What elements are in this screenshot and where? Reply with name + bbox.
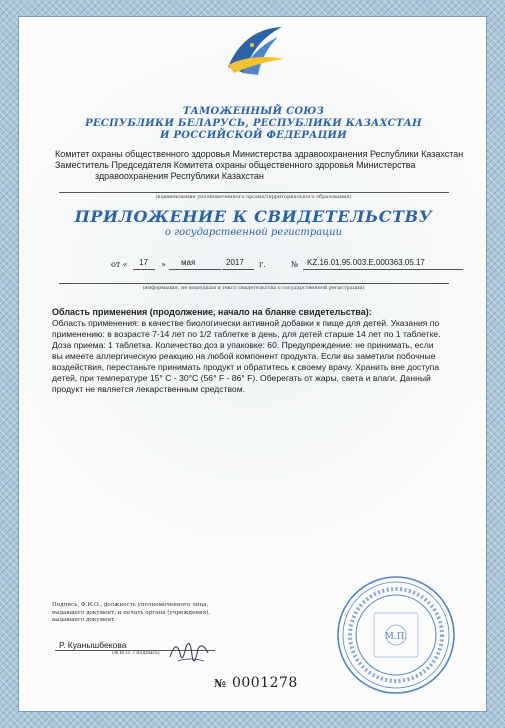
scope-heading: Область применения (продолжение, начало на бланке свидетельства):: [52, 307, 372, 317]
certificate-sheet: [18, 16, 487, 712]
scope-line-3: Доза приема: 1 таблетка. Количество доз в упаковке: 60. Предупреждение: не принимать, если: [52, 340, 434, 350]
committee-line-3: здравоохранения Республики Казахстан: [95, 171, 264, 181]
customs-union-emblem-icon: [222, 23, 288, 83]
scope-line-7: продукт не является лекарственным средством.: [52, 384, 245, 394]
authority-caption: (наименование уполномоченного органа/территориального образования): [155, 194, 352, 200]
scope-line-1: Область применения: в качестве биологически активной добавки к пище для детей. Указания по: [52, 318, 440, 328]
scope-line-2: применению: в возрасте 7-14 лет по 1/2 таблетке в день, для детей старше 14 лет по 1 таблетке.: [52, 329, 441, 339]
signatory-name: Р. Куанышбекова: [59, 640, 127, 650]
scope-line-5: воздействия, перестаньте принимать продукт и обратитесь к своему врачу. Хранить вне доступа: [52, 362, 440, 372]
document-title: ПРИЛОЖЕНИЕ К СВИДЕТЕЛЬСТВУ: [74, 207, 433, 226]
union-title-line-2: РЕСПУБЛИКИ БЕЛАРУСЬ, РЕСПУБЛИКИ КАЗАХСТАН: [85, 118, 422, 129]
official-stamp-icon: [334, 573, 458, 697]
signatory-caption: (Ф.И.О. / подпись): [112, 650, 160, 656]
scope-text: [52, 318, 462, 395]
serial-value: 0001278: [231, 675, 298, 691]
reg-number: KZ.16.01.95.003.E.000363.05.17: [307, 258, 425, 267]
union-title-line-1: ТАМОЖЕННЫЙ СОЮЗ: [182, 106, 325, 117]
date-year: 2017: [226, 258, 244, 267]
committee-line-1: Комитет охраны общественного здоровья Министерства здравоохранения Республики Казахстан: [55, 149, 464, 159]
month-underline: [169, 269, 221, 270]
handwritten-signature-icon: [164, 635, 214, 671]
signature-caption-line-2: выдавшего документ, и печать органа (учреждения),: [52, 609, 211, 616]
day-underline: [133, 269, 155, 270]
date-day: 17: [139, 258, 148, 267]
date-from-label: от «: [111, 260, 128, 269]
info-caption: (информация, не вошедшая в текст свидетельства о государственной регистрации): [142, 285, 365, 291]
signature-caption-line-1: Подпись, Ф.И.О., должность уполномоченного лица,: [52, 602, 209, 608]
signature-caption: [52, 602, 222, 625]
scope-line-4: вы имеете аллергическую реакцию на любой компонент продукта. Если вы заметили побочные: [52, 351, 436, 361]
serial-number: [214, 672, 298, 691]
stamp-center-text: М.П.: [384, 632, 408, 642]
date-month: мая: [181, 258, 196, 267]
scope-line-6: детей, при температуре 15° С - 30°С (56° F - 86° F). Оберегать от жары, света и влаги. Данный: [52, 373, 431, 383]
document-subtitle: о государственной регистрации: [164, 227, 343, 238]
committee-block: [55, 149, 475, 182]
info-underline: [59, 283, 449, 284]
year-underline: [222, 269, 254, 270]
reg-number-label: №: [291, 260, 299, 269]
form-footnote: ·: [417, 703, 419, 708]
authority-underline: [59, 192, 449, 193]
date-year-suffix: г.: [259, 260, 266, 269]
union-title-line-3: И РОССИЙСКОЙ ФЕДЕРАЦИИ: [159, 130, 348, 141]
serial-prefix: №: [214, 677, 226, 690]
date-day-close: »: [161, 260, 166, 269]
committee-line-2: Заместитель Председателя Комитета охраны общественного здоровья Министерства: [55, 160, 416, 170]
number-underline: [303, 269, 463, 270]
signature-caption-line-3: выдавшего документ: [52, 617, 115, 623]
